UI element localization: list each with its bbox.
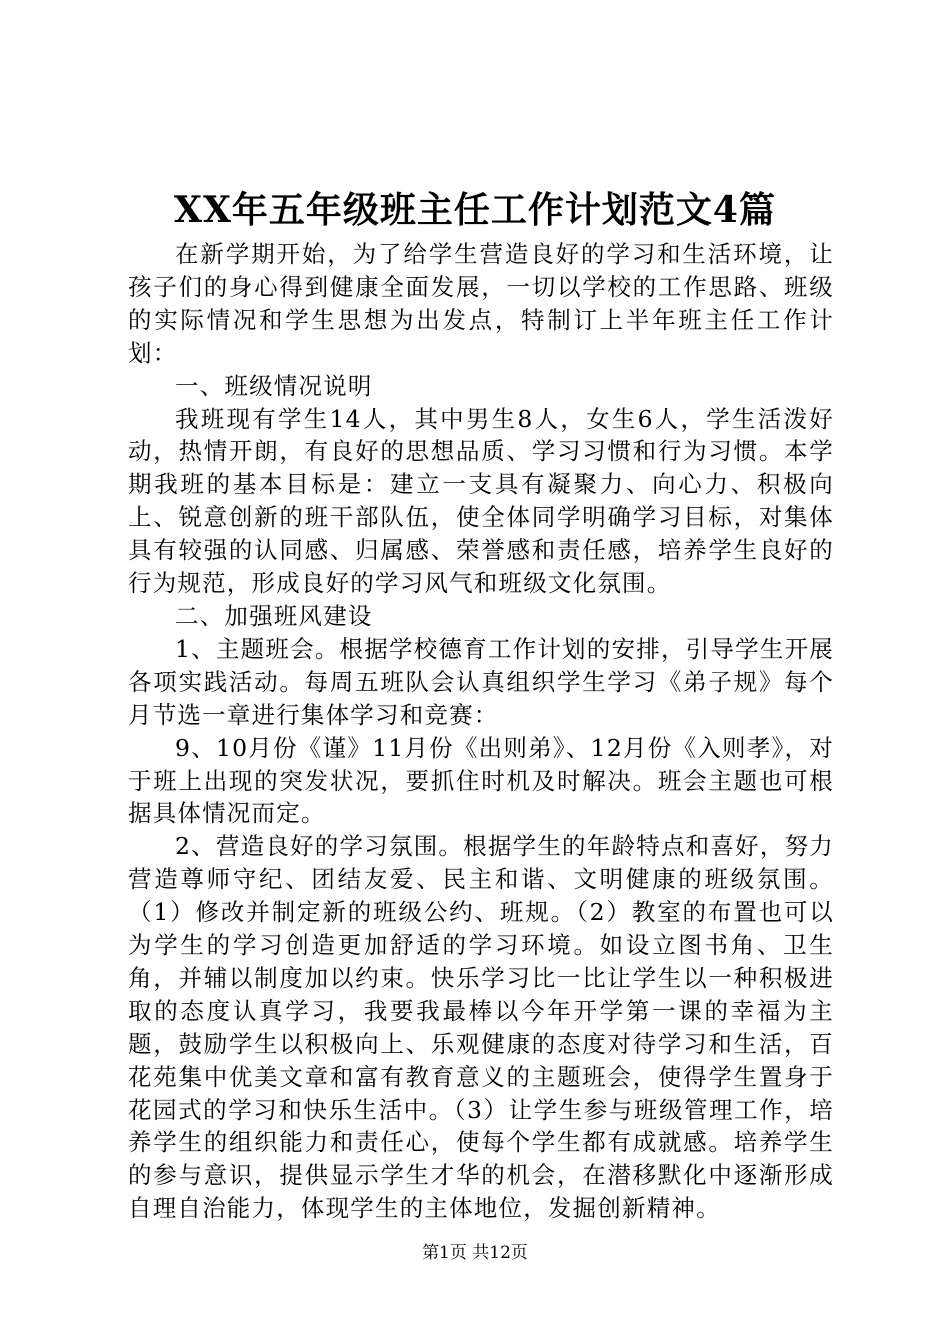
document-title: XX年五年级班主任工作计划范文4篇 [174,189,776,231]
page-footer: 第1页 共12页 [422,1243,528,1263]
paragraph-theme-meeting: 1、主题班会。根据学校德育工作计划的安排，引导学生开展各项实践活动。每周五班队会认真组织学生学习《弟子规》每个月节选一章进行集体学习和竞赛： [128,634,834,729]
paragraph-intro: 在新学期开始，为了给学生营造良好的学习和生活环境，让孩子们的身心得到健康全面发展，一切以学校的工作思路、班级的实际情况和学生思想为出发点，特制订上半年班主任工作计划： [128,240,834,367]
section-heading-class-style: 二、加强班风建设 [175,601,373,630]
section-heading-class-situation: 一、班级情况说明 [175,371,373,400]
paragraph-learning-atmosphere: 2、营造良好的学习氛围。根据学生的年龄特点和喜好，努力营造尊师守纪、团结友爱、民主和谐、文明健康的班级氛围。（1）修改并制定新的班级公约、班规。（2）教室的布置也可以为学生的学习创造更加舒适的学习环境。如设立图书角、卫生角，并辅以制度加以约束。快乐学习比一比让学生以一种积极进取的态度认真学习，我要我最棒以今年开学第一课的幸福为主题，鼓励学生以积极向上、乐观健康的态度对待学习和生活，百花苑集中优美文章和富有教育意义的主题班会，使得学生置身于花园式的学习和快乐生活中。（3）让学生参与班级管理工作，培养学生的组织能力和责任心，使每个学生都有成就感。培养学生的参与意识，提供显示学生才华的机会，在潜移默化中逐渐形成自理自治能力，体现学生的主体地位，发掘创新精神。 [128,832,834,1223]
document-body [128,238,834,1225]
paragraph-class-situation: 我班现有学生14人，其中男生8人，女生6人，学生活泼好动，热情开朗，有良好的思想品质、学习习惯和行为习惯。本学期我班的基本目标是：建立一支具有凝聚力、向心力、积极向上、锐意创新的班干部队伍，使全体同学明确学习目标，对集体具有较强的认同感、归属感、荣誉感和责任感，培养学生良好的行为规范，形成良好的学习风气和班级文化氛围。 [128,404,834,598]
paragraph-monthly-schedule: 9、10月份《谨》11月份《出则弟》、12月份《入则孝》，对于班上出现的突发状况，要抓住时机及时解决。班会主题也可根据具体情况而定。 [128,733,834,828]
